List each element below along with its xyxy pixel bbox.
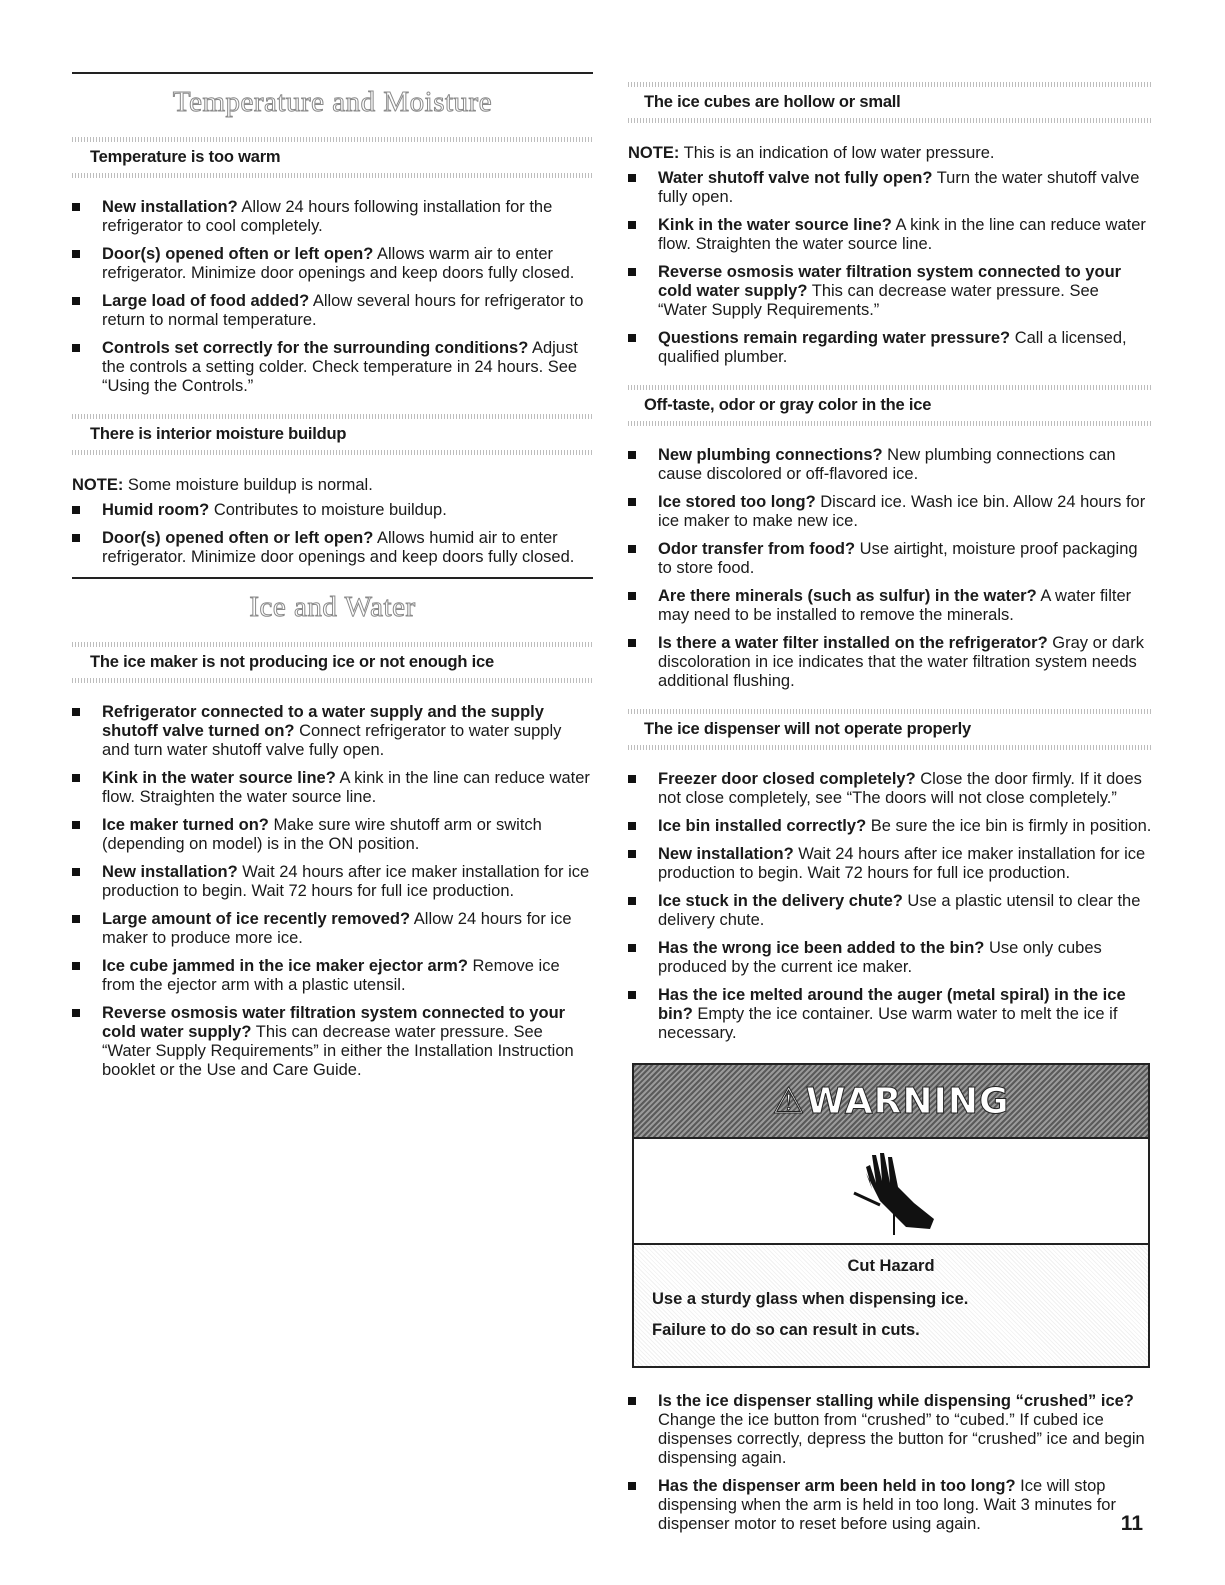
list-item: [72, 1004, 593, 1080]
item-text: Ice will stop dispensing when the arm is held in too long. Wait 3 minutes for dispenser motor to reset before using again.: [658, 1477, 1116, 1533]
subheading-text: Temperature is too warm: [90, 148, 281, 166]
item-text: Close the door firmly. If it does not close completely, see “The doors will not close completely.”: [658, 770, 1142, 807]
bullet-icon: [72, 821, 80, 829]
warning-box: [632, 1063, 1150, 1368]
item-lead: Is there a water filter installed on the refrigerator?: [658, 634, 1048, 652]
note-label: NOTE:: [72, 476, 124, 494]
subheading-text: There is interior moisture buildup: [90, 425, 347, 443]
item-text: Use only cubes produced by the current ice maker.: [658, 939, 1102, 976]
item-text: This can decrease water pressure. See “Water Supply Requirements.”: [658, 282, 1099, 319]
bullet-icon: [628, 944, 636, 952]
list-moisture: [72, 501, 593, 567]
alert-triangle-icon: ⚠: [772, 1080, 806, 1122]
list-off-taste: [628, 446, 1152, 691]
note: [72, 475, 593, 495]
note-label: NOTE:: [628, 144, 680, 162]
subheading-too-warm: [72, 129, 593, 186]
item-text: Contributes to moisture buildup.: [209, 501, 447, 519]
section-title-ice-water: Ice and Water: [249, 591, 416, 623]
list-item: [72, 529, 593, 567]
list-item: [628, 540, 1152, 578]
bullet-icon: [628, 822, 636, 830]
subheading-text: The ice dispenser will not operate properly: [644, 720, 971, 738]
list-item: [72, 769, 593, 807]
item-text: Make sure wire shutoff arm or switch (depending on model) is in the ON position.: [102, 816, 542, 853]
item-text: Remove ice from the ejector arm with a plastic utensil.: [102, 957, 560, 994]
item-text: Wait 24 hours after ice maker installation for ice production to begin. Wait 72 hours for full ice production.: [102, 863, 590, 900]
bullet-icon: [72, 1009, 80, 1017]
item-lead: Ice maker turned on?: [102, 816, 269, 834]
bullet-icon: [628, 174, 636, 182]
item-text: Allow 24 hours following installation for the refrigerator to cool completely.: [102, 198, 553, 235]
section-rule: [72, 72, 593, 74]
item-lead: Reverse osmosis water filtration system connected to your cold water supply?: [102, 1004, 566, 1041]
list-item: [72, 501, 593, 520]
item-text: New plumbing connections can cause discolored or off-flavored ice.: [658, 446, 1116, 483]
list-item: [628, 1477, 1152, 1534]
bullet-icon: [628, 1482, 636, 1490]
warning-image: [634, 1139, 1148, 1245]
bullet-icon: [72, 203, 80, 211]
right-column: [628, 74, 1152, 1544]
item-text: Allow several hours for refrigerator to return to normal temperature.: [102, 292, 584, 329]
list-item: [628, 1392, 1152, 1468]
item-lead: Ice bin installed correctly?: [658, 817, 867, 835]
subheading-text: The ice cubes are hollow or small: [644, 93, 901, 111]
list-item: [72, 245, 593, 283]
item-lead: Kink in the water source line?: [658, 216, 892, 234]
subheading-text: Off-taste, odor or gray color in the ice: [644, 396, 932, 414]
item-text: Call a licensed, qualified plumber.: [658, 329, 1127, 366]
bullet-icon: [628, 897, 636, 905]
page-number: 11: [1120, 1512, 1143, 1535]
list-item: [628, 892, 1152, 930]
section-title-temperature: Temperature and Moisture: [172, 86, 493, 118]
list-item: [628, 939, 1152, 977]
bullet-icon: [72, 962, 80, 970]
item-text: This can decrease water pressure. See “Water Supply Requirements” in either the Installation Instruction booklet or the Use and Care Guide.: [102, 1023, 574, 1079]
bullet-icon: [72, 868, 80, 876]
list-dispenser-continued: [628, 1392, 1152, 1534]
bullet-icon: [628, 592, 636, 600]
list-item: [72, 910, 593, 948]
list-item: [72, 703, 593, 760]
item-lead: Door(s) opened often or left open?: [102, 245, 374, 263]
bullet-icon: [628, 498, 636, 506]
item-lead: Has the dispenser arm been held in too long?: [658, 1477, 1016, 1495]
cut-hazard-hand-icon: [836, 1143, 946, 1239]
item-lead: Is the ice dispenser stalling while dispensing “crushed” ice?: [658, 1392, 1134, 1410]
list-item: [628, 845, 1152, 883]
list-item: [72, 198, 593, 236]
item-lead: New installation?: [658, 845, 794, 863]
subheading-off-taste: [628, 377, 1152, 434]
item-lead: Are there minerals (such as sulfur) in the water?: [658, 587, 1037, 605]
note: [628, 143, 1152, 163]
list-item: [72, 863, 593, 901]
item-lead: Kink in the water source line?: [102, 769, 336, 787]
note-text: This is an indication of low water pressure.: [679, 144, 995, 162]
item-lead: Large load of food added?: [102, 292, 310, 310]
list-item: [72, 957, 593, 995]
item-text: Use airtight, moisture proof packaging to store food.: [658, 540, 1138, 577]
bullet-icon: [628, 221, 636, 229]
list-item: [72, 339, 593, 396]
item-text: A water filter may need to be installed to remove the minerals.: [658, 587, 1132, 624]
item-lead: Ice stored too long?: [658, 493, 816, 511]
item-lead: Door(s) opened often or left open?: [102, 529, 374, 547]
item-text: Adjust the controls a setting colder. Check temperature in 24 hours. See “Using the Controls.”: [102, 339, 578, 395]
item-text: Allow 24 hours for ice maker to produce more ice.: [102, 910, 572, 947]
bullet-icon: [628, 545, 636, 553]
list-item: [628, 169, 1152, 207]
item-lead: New installation?: [102, 198, 238, 216]
list-item: [628, 634, 1152, 691]
list-item: [628, 263, 1152, 320]
item-text: Discard ice. Wash ice bin. Allow 24 hours for ice maker to make new ice.: [658, 493, 1146, 530]
list-item: [628, 587, 1152, 625]
list-item: [72, 292, 593, 330]
item-text: Allows warm air to enter refrigerator. Minimize door openings and keep doors fully closed.: [102, 245, 575, 282]
item-lead: Controls set correctly for the surrounding conditions?: [102, 339, 529, 357]
item-lead: New installation?: [102, 863, 238, 881]
subheading-hollow: [628, 74, 1152, 131]
note-text: Some moisture buildup is normal.: [123, 476, 373, 494]
bullet-icon: [72, 915, 80, 923]
list-item: [628, 817, 1152, 836]
item-text: Be sure the ice bin is firmly in position.: [866, 817, 1152, 835]
list-item: [628, 446, 1152, 484]
item-text: Change the ice button from “crushed” to “cubed.” If cubed ice dispenses correctly, depress the button for “crushed” ice and begin dispensing again.: [658, 1411, 1145, 1467]
subheading-not-producing: [72, 634, 593, 691]
bullet-icon: [628, 1397, 636, 1405]
bullet-icon: [72, 250, 80, 258]
item-lead: Questions remain regarding water pressure?: [658, 329, 1011, 347]
item-lead: Ice stuck in the delivery chute?: [658, 892, 903, 910]
bullet-icon: [72, 774, 80, 782]
bullet-icon: [628, 268, 636, 276]
item-lead: New plumbing connections?: [658, 446, 883, 464]
list-item: [628, 216, 1152, 254]
warning-text: [634, 1245, 1148, 1366]
subheading-dispenser: [628, 701, 1152, 758]
list-item: [72, 816, 593, 854]
list-item: [628, 770, 1152, 808]
warning-line: Failure to do so can result in cuts.: [652, 1321, 920, 1339]
bullet-icon: [628, 451, 636, 459]
item-lead: Reverse osmosis water filtration system connected to your cold water supply?: [658, 263, 1122, 300]
warning-label: WARNING: [805, 1080, 1010, 1122]
bullet-icon: [628, 850, 636, 858]
item-text: Wait 24 hours after ice maker installation for ice production to begin. Wait 72 hours for full ice production.: [658, 845, 1146, 882]
warning-banner: [634, 1065, 1148, 1139]
item-text: Turn the water shutoff valve fully open.: [658, 169, 1140, 206]
bullet-icon: [72, 297, 80, 305]
bullet-icon: [628, 775, 636, 783]
item-lead: Odor transfer from food?: [658, 540, 856, 558]
list-item: [628, 329, 1152, 367]
list-item: [628, 493, 1152, 531]
list-dispenser: [628, 770, 1152, 1043]
subheading-moisture: [72, 406, 593, 463]
bullet-icon: [628, 639, 636, 647]
item-text: Use a plastic utensil to clear the delivery chute.: [658, 892, 1141, 929]
item-text: A kink in the line can reduce water flow. Straighten the water source line.: [658, 216, 1146, 253]
item-lead: Large amount of ice recently removed?: [102, 910, 411, 928]
item-text: Allows humid air to enter refrigerator. Minimize door openings and keep doors fully closed.: [102, 529, 575, 566]
item-text: Empty the ice container. Use warm water to melt the ice if necessary.: [658, 1005, 1118, 1042]
item-lead: Refrigerator connected to a water supply and the supply shutoff valve turned on?: [102, 703, 544, 740]
list-too-warm: [72, 198, 593, 396]
list-not-producing: [72, 703, 593, 1080]
bullet-icon: [628, 334, 636, 342]
item-text: Connect refrigerator to water supply and turn water shutoff valve fully open.: [102, 722, 562, 759]
item-lead: Ice cube jammed in the ice maker ejector arm?: [102, 957, 468, 975]
subheading-text: The ice maker is not producing ice or not enough ice: [90, 653, 495, 671]
bullet-icon: [72, 534, 80, 542]
item-lead: Water shutoff valve not fully open?: [658, 169, 933, 187]
bullet-icon: [72, 344, 80, 352]
section-rule: [72, 577, 593, 579]
item-lead: Has the ice melted around the auger (metal spiral) in the ice bin?: [658, 986, 1126, 1023]
item-text: Gray or dark discoloration in ice indicates that the water filtration system needs additional flushing.: [658, 634, 1144, 690]
bullet-icon: [72, 708, 80, 716]
warning-line: Use a sturdy glass when dispensing ice.: [652, 1290, 969, 1308]
item-lead: Freezer door closed completely?: [658, 770, 916, 788]
list-item: [628, 986, 1152, 1043]
item-lead: Has the wrong ice been added to the bin?: [658, 939, 985, 957]
left-column: [72, 72, 593, 1090]
hazard-title: Cut Hazard: [847, 1257, 935, 1275]
bullet-icon: [72, 506, 80, 514]
item-lead: Humid room?: [102, 501, 210, 519]
list-hollow: [628, 169, 1152, 367]
bullet-icon: [628, 991, 636, 999]
item-text: A kink in the line can reduce water flow. Straighten the water source line.: [102, 769, 590, 806]
warning-word: [772, 1081, 1009, 1122]
